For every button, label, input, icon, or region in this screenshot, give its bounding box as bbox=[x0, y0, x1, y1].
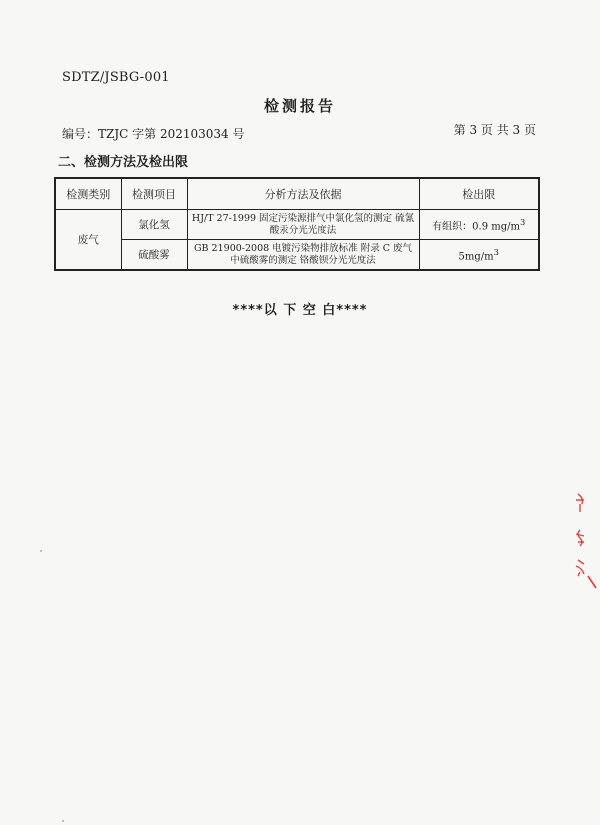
seal-fragment-icon bbox=[566, 490, 600, 600]
category-cell: 废气 bbox=[55, 210, 121, 271]
scan-speck bbox=[40, 550, 42, 552]
method-cell: GB 21900-2008 电镀污染物排放标准 附录 C 废气中硫酸雾的测定 铬酸钡分光光度法 bbox=[187, 240, 419, 271]
table-header-row bbox=[55, 178, 539, 210]
report-title: 检测报告 bbox=[263, 97, 336, 115]
table-row bbox=[55, 210, 539, 240]
blank-below-mark: ****以 下 空 白**** bbox=[232, 303, 368, 318]
table-row bbox=[55, 240, 539, 271]
header-category: 检测类别 bbox=[55, 178, 121, 210]
document-code: SDTZ/JSBG-001 bbox=[62, 70, 170, 85]
limit-value: 5mg/m bbox=[458, 251, 494, 263]
method-cell: HJ/T 27-1999 固定污染源排气中氯化氢的测定 硫氰酸汞分光光度法 bbox=[187, 210, 419, 240]
limit-value: 有组织：0.9 mg/m bbox=[432, 221, 520, 233]
item-cell: 硫酸雾 bbox=[121, 240, 187, 271]
report-number: 编号：TZJC 字第 202103034 号 bbox=[62, 127, 245, 141]
header-method: 分析方法及依据 bbox=[187, 178, 419, 210]
limit-cell bbox=[419, 240, 539, 271]
scan-speck bbox=[62, 820, 64, 822]
section-title: 二、检测方法及检出限 bbox=[58, 155, 189, 170]
page-indicator: 第 3 页 共 3 页 bbox=[453, 123, 536, 137]
limit-unit-superscript: 3 bbox=[493, 246, 499, 257]
limit-unit-superscript: 3 bbox=[520, 216, 526, 227]
header-limit: 检出限 bbox=[419, 178, 539, 210]
limit-cell bbox=[419, 210, 539, 240]
header-item: 检测项目 bbox=[121, 178, 187, 210]
item-cell: 氯化氢 bbox=[121, 210, 187, 240]
methods-table bbox=[54, 177, 540, 271]
